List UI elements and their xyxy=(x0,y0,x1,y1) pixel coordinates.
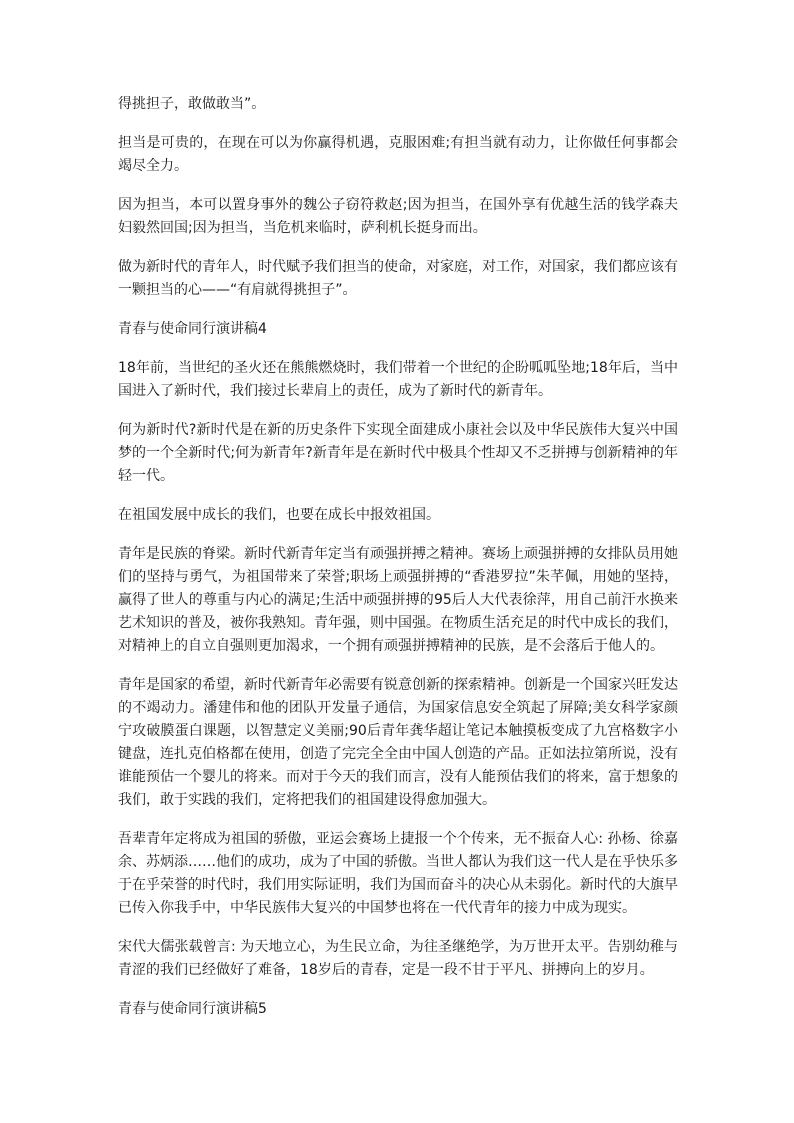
paragraph-6: 何为新时代?新时代是在新的历史条件下实现全面建成小康社会以及中华民族伟大复兴中国梦的一个全新时代;何为新青年?新青年是在新时代中极具个性却又不乏拼搏与创新精神的年轻一代。 xyxy=(118,422,678,484)
section-heading-4: 青春与使命同行演讲稿4 xyxy=(118,321,267,337)
paragraph-10: 吾辈青年定将成为祖国的骄傲，亚运会赛场上捷报一个个传来，无不振奋人心: 孙杨、徐嘉余、苏炳添……他们的成功，成为了中国的骄傲。当世人都认为我们这一代人是在乎快乐多于在乎荣誉的时代时，我们用实际证明，我们为国而奋斗的决心从未弱化。新时代的大旗早已传入你我手中，中华民族伟大复兴的中国梦也将在一代代青年的接力中成为现实。 xyxy=(118,831,678,916)
document-page xyxy=(118,93,678,1037)
paragraph-11: 宋代大儒张载曾言: 为天地立心，为生民立命，为往圣继绝学，为万世开太平。告别幼稚与青涩的我们已经做好了难备，18岁后的青春，定是一段不甘于平凡、拼搏向上的岁月。 xyxy=(118,939,678,978)
paragraph-7: 在祖国发展中成长的我们，也要在成长中报效祖国。 xyxy=(118,507,440,523)
section-heading-5: 青春与使命同行演讲稿5 xyxy=(118,1001,267,1017)
paragraph-4: 做为新时代的青年人，时代赋予我们担当的使命，对家庭，对工作，对国家，我们都应该有一颗担当的心——“有肩就得挑担子”。 xyxy=(118,259,678,298)
paragraph-9: 青年是国家的希望，新时代新青年必需要有锐意创新的探索精神。创新是一个国家兴旺发达的不竭动力。潘建伟和他的团队开发量子通信，为国家信息安全筑起了屏障;美女科学家颜宁攻破膜蛋白课题，以智慧定义美丽;90后青年龚华超让笔记本触摸板变成了九宫格数字小键盘，连扎克伯格都在使用，创造了完完全全由中国人创造的产品。正如法拉第所说，没有谁能预估一个婴儿的将来。而对于今天的我们而言，没有人能预估我们的将来，富于想象的我们，敢于实践的我们，定将把我们的祖国建设得愈加强大。 xyxy=(118,677,678,808)
paragraph-3: 因为担当，本可以置身事外的魏公子窃符救赵;因为担当，在国外享有优越生活的钱学森夫妇毅然回国;因为担当，当危机来临时，萨利机长挺身而出。 xyxy=(118,197,678,236)
paragraph-8: 青年是民族的脊梁。新时代新青年定当有顽强拼搏之精神。赛场上顽强拼搏的女排队员用她们的坚持与勇气，为祖国带来了荣誉;职场上顽强拼搏的“香港罗拉”朱芊佩，用她的坚持，赢得了世人的尊重与内心的满足;生活中顽强拼搏的95后人大代表徐萍，用自己前汗水换来艺术知识的普及，被你我熟知。青年强，则中国强。在物质生活充足的时代中成长的我们，对精神上的自立自强则更加渴求，一个拥有顽强拼搏精神的民族，是不会落后于他人的。 xyxy=(118,546,678,654)
paragraph-2: 担当是可贵的，在现在可以为你赢得机遇，克服困难;有担当就有动力，让你做任何事都会竭尽全力。 xyxy=(118,135,678,174)
paragraph-1: 得挑担子，敢做敢当”。 xyxy=(118,96,266,112)
paragraph-5: 18年前，当世纪的圣火还在熊熊燃烧时，我们带着一个世纪的企盼呱呱坠地;18年后，当中国进入了新时代，我们接过长辈肩上的责任，成为了新时代的新青年。 xyxy=(118,360,678,399)
